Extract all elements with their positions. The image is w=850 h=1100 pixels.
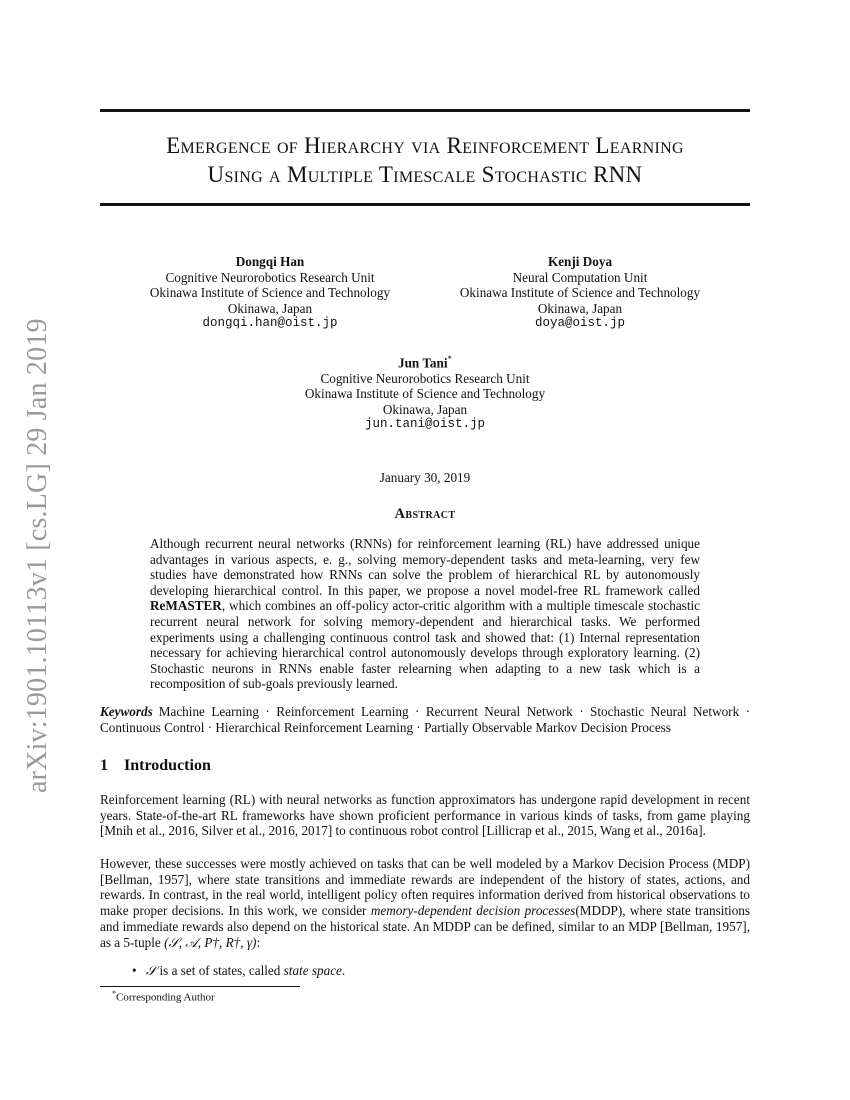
author-block-han [120,254,420,332]
author-institute: Okinawa Institute of Science and Technology [149,285,391,300]
author-unit: Neural Computation Unit [512,269,648,285]
footnote-rule [100,986,300,987]
author-name: Kenji Doya [547,254,613,269]
abstract-heading: Abstract [394,506,456,522]
bullet-suffix: . [341,963,346,978]
state-space-symbol: 𝒮 [146,963,157,978]
author-name-line [275,352,575,371]
author-unit: Cognitive Neurorobotics Research Unit [320,370,530,386]
footnote-marker[interactable]: * [447,354,452,364]
framework-name: ReMASTER [150,598,222,614]
author-institute: Okinawa Institute of Science and Technology [459,285,701,300]
bullet-icon: • [132,963,137,978]
paper-date: January 30, 2019 [379,470,471,485]
author-email[interactable]: dongqi.han@oist.jp [202,316,338,330]
author-institute: Okinawa Institute of Science and Technology [304,386,546,402]
author-unit: Cognitive Neurorobotics Research Unit [165,269,375,285]
footnote-mark: * [112,989,116,998]
footnote-text: Corresponding Author [116,991,215,1004]
author-email[interactable]: jun.tani@oist.jp [364,417,486,432]
abstract-text-1: Although recurrent neural networks (RNNs) for reinforcement learning (RL) have addressed unique advantages in various aspects, e. g., solving memory-dependent tasks and meta-learning, very few studies have demonstrated how RNNs can solve the problem of hierarchical RL by autonomously developing hierarchical control. In this paper, we propose a novel model-free RL framework called [150,536,700,598]
title-line-2: Using a Multiple Timescale Stochastic RNN [207,162,643,187]
section-title: Introduction [124,757,211,774]
bullet-text: is a set of states, called [159,963,284,978]
keywords-label: Keywords [100,704,153,719]
author-name: Dongqi Han [235,254,305,269]
section-heading-introduction [100,757,211,775]
list-item-state-space [132,963,732,979]
author-location: Okinawa, Japan [537,300,623,316]
keywords-list: Machine Learning · Reinforcement Learning · Recurrent Neural Network · Stochastic Neural Network · Continuous Control · Hierarchical Reinforcement Learning · Partially Observable Markov Decision Process [100,704,750,735]
abstract-text-2: , which combines an off-policy actor-critic algorithm with a multiple timescale stochastic recurrent neural network for solving memory-dependent and hierarchical tasks. We performed experiments using a challenging continuous control task and showed that: (1) Internal representation necessary for achieving hierarchical control autonomously develops through exploratory learning. (2) Stochastic neurons in RNNs enable faster relearning when adapting to a new task which is a recomposition of sub-goals previously learned. [150,598,700,692]
author-block-doya [430,254,730,332]
author-name: Jun Tani [398,355,448,371]
paragraph-text: : [256,934,261,950]
intro-paragraph-1: Reinforcement learning (RL) with neural networks as function approximators has undergone rapid development in recent years. State-of-the-art RL frameworks have shown proficient performance in various kinds of tasks, from game playing [Mnih et al., 2016, Silver et al., 2016, 2017] to continuous robot control [Lillicrap et al., 2015, Wang et al., 2016a]. [100,792,750,839]
paragraph-text: However, these successes were mostly achieved on tasks that can be well modeled by a Markov Decision Process (MDP) [Bellman, 1957], where state transitions and immediate rewards are independent of the history of states, actions, and rewards. In contrast, in the real world, intelligent policy often requires information derived from historical observations to make proper decisions. In this work, we consider [100,856,750,919]
mddp-tuple-math: (𝒮, 𝒜, P†, R†, γ) [164,934,257,950]
title-rule-top [100,109,750,112]
paper-title [100,131,750,189]
title-rule-bottom [100,203,750,206]
abstract-body [150,536,700,692]
footnote [112,989,215,1004]
intro-paragraph-2 [100,856,750,950]
author-location: Okinawa, Japan [382,401,468,417]
section-number: 1 [100,757,108,774]
author-block-tani [275,352,575,433]
author-email[interactable]: doya@oist.jp [534,316,625,330]
bullet-emphasis: state space [283,963,342,978]
keywords [100,704,750,735]
author-location: Okinawa, Japan [227,300,313,316]
arxiv-stamp: arXiv:1901.10113v1 [cs.LG] 29 Jan 2019 [22,318,53,793]
paragraph-text: (MDDP), where state transitions and immediate rewards also depend on the historical state. An MDDP can be defined, similar to an MDP [Bellman, 1957], as a 5-tuple [100,903,751,950]
title-line-1: Emergence of Hierarchy via Reinforcement Learning [166,133,684,158]
emphasis-mddp: memory-dependent decision processes [370,903,576,919]
